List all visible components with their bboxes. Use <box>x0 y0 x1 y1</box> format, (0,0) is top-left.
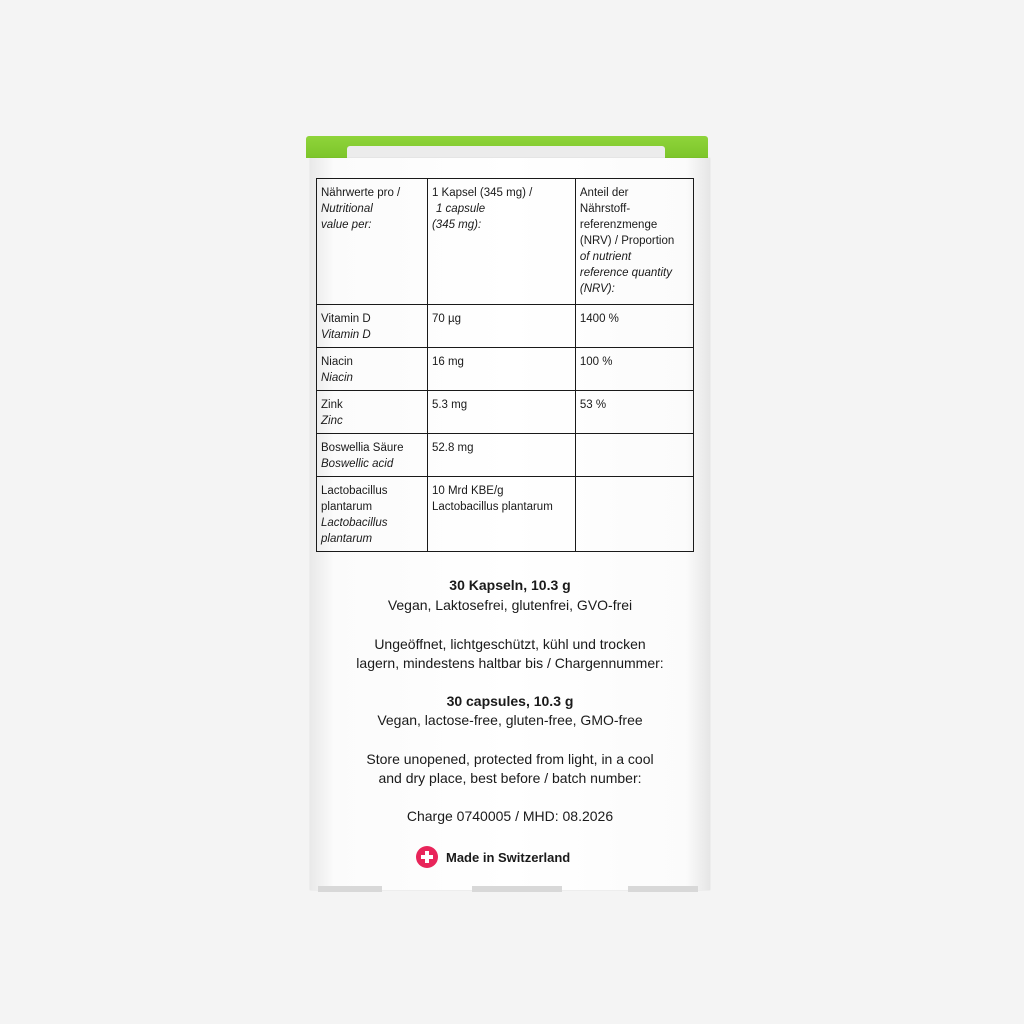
nutrient-amount: 10 Mrd KBE/g Lactobacillus plantarum <box>427 477 575 552</box>
nutrient-nrv: 100 % <box>575 348 693 391</box>
table-row <box>317 391 694 434</box>
nutrition-table <box>316 178 694 552</box>
nutrient-amount: 70 µg <box>427 305 575 348</box>
nutrient-amount: 16 mg <box>427 348 575 391</box>
english-package-title: 30 capsules, 10.3 g <box>446 693 574 709</box>
nutrient-amount: 5.3 mg <box>427 391 575 434</box>
german-package-title: 30 Kapseln, 10.3 g <box>449 577 571 593</box>
nutrient-name: Boswellia Säure Boswellic acid <box>317 434 428 477</box>
german-storage-line-2: lagern, mindestens haltbar bis / Chargennummer: <box>356 655 664 671</box>
made-in-switzerland <box>416 846 570 868</box>
table-header-row <box>317 179 694 305</box>
english-storage-line-2: and dry place, best before / batch number: <box>378 770 642 786</box>
nutrient-name: Zink Zinc <box>317 391 428 434</box>
batch-number: Charge 0740005 / MHD: 08.2026 <box>406 808 614 824</box>
table-row <box>317 348 694 391</box>
nutrient-name: Niacin Niacin <box>317 348 428 391</box>
header-per-capsule: 1 Kapsel (345 mg) / 1 capsule (345 mg): <box>427 179 575 305</box>
table-row <box>317 477 694 552</box>
box-bottom-tab <box>472 886 562 892</box>
english-storage-line-1: Store unopened, protected from light, in a cool <box>366 751 654 767</box>
nutrient-nrv <box>575 434 693 477</box>
nutrient-nrv: 53 % <box>575 391 693 434</box>
nutrient-nrv: 1400 % <box>575 305 693 348</box>
swiss-cross-icon <box>416 846 438 868</box>
nutrient-amount: 52.8 mg <box>427 434 575 477</box>
box-bottom-tab <box>318 886 382 892</box>
box-bottom-tab <box>628 886 698 892</box>
nutrient-name: Lactobacillus plantarum Lactobacillus plantarum <box>317 477 428 552</box>
german-storage-line-1: Ungeöffnet, lichtgeschützt, kühl und trocken <box>374 636 646 652</box>
table-row <box>317 305 694 348</box>
header-nrv: Anteil der Nährstoff- referenzmenge (NRV) / Proportion of nutrient reference quantity (NRV): <box>575 179 693 305</box>
header-nutritional-value: Nährwerte pro / Nutritional value per: <box>317 179 428 305</box>
nutrient-nrv <box>575 477 693 552</box>
origin-label: Made in Switzerland <box>446 849 571 865</box>
german-attributes: Vegan, Laktosefrei, glutenfrei, GVO-frei <box>387 597 633 613</box>
nutrient-name: Vitamin D Vitamin D <box>317 305 428 348</box>
table-row <box>317 434 694 477</box>
english-attributes: Vegan, lactose-free, gluten-free, GMO-free <box>377 712 643 728</box>
